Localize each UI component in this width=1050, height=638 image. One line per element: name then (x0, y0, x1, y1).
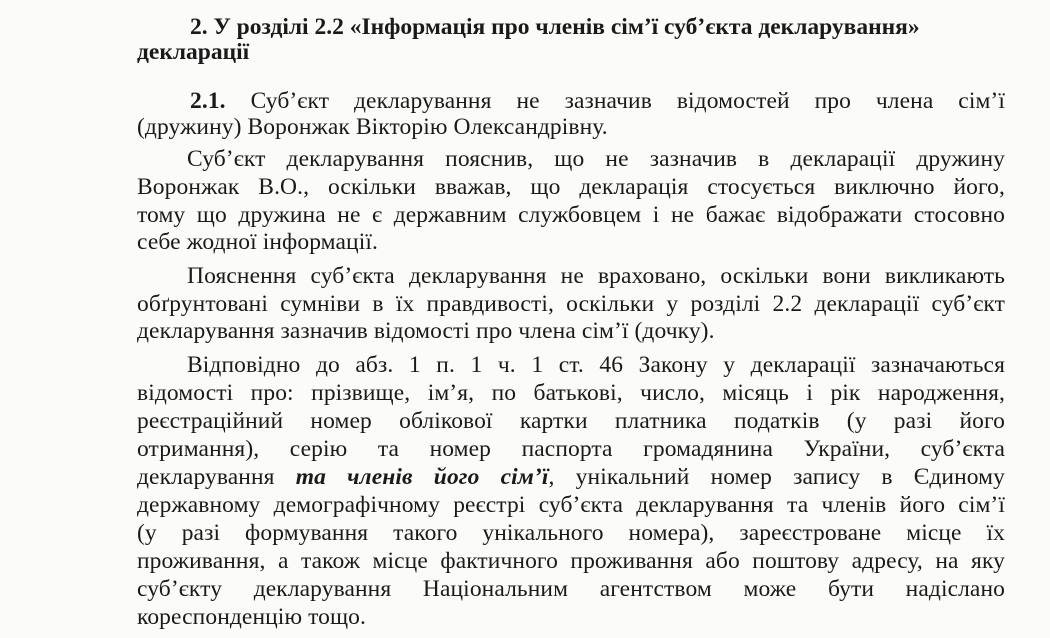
paragraph-explanation-line-3: тому що дружина не є державним службовцем і не бажає відображати стосовно (137, 202, 1005, 228)
paragraph-law-line-4: отримання), серію та номер паспорта громадянина України, суб’єкта (137, 436, 1005, 462)
paragraph-2-1-line-2: (дружину) Воронжак Вікторію Олександрівну. (137, 114, 608, 140)
paragraph-law-line-1: Відповідно до абз. 1 п. 1 ч. 1 ст. 46 Закону у декларації зазначаються (187, 352, 1005, 378)
paragraph-law-line-7: (у разі формування такого унікального номера), зареєстроване місце їх (137, 520, 1005, 546)
paragraph-law-line-5 (137, 463, 1005, 491)
section-heading-line-1: 2. У розділі 2.2 «Інформація про членів сім’ї суб’єкта декларування» (190, 14, 920, 40)
paragraph-law-line-10: кореспонденцію тощо. (137, 604, 367, 630)
paragraph-2-1-line-1 (190, 87, 1005, 115)
paragraph-law-line-6: державному демографічному реєстрі суб’єкта декларування та членів його сім’ї (137, 492, 1005, 518)
paragraph-explanation-line-1: Суб’єкт декларування пояснив, що не зазначив в декларації дружину (187, 146, 1005, 172)
paragraph-law-line-2: відомості про: прізвище, ім’я, по батькові, число, місяць і рік народження, (137, 380, 1005, 406)
paragraph-number: 2.1. (190, 88, 226, 114)
paragraph-rejection-line-2: обґрунтовані сумніви в їх правдивості, оскільки у розділі 2.2 декларації суб’єкт (137, 291, 1005, 317)
line-5-end: , унікальний номер запису в Єдиному (548, 464, 1005, 490)
paragraph-rejection-line-1: Пояснення суб’єкта декларування не враховано, оскільки вони викликають (187, 263, 1005, 289)
paragraph-2-1-text: Суб’єкт декларування не зазначив відомостей про члена сім’ї (225, 88, 1005, 114)
paragraph-law-line-3: реєстраційний номер облікової картки платника податків (у разі його (137, 408, 1005, 434)
paragraph-explanation-line-4: себе жодної інформації. (137, 229, 378, 255)
paragraph-explanation-line-2: Воронжак В.О., оскільки вважав, що декларація стосується виключно його, (137, 174, 1005, 200)
emphasis-family-members: та членів його сім’ї (295, 464, 549, 490)
section-heading-line-2: декларації (137, 39, 250, 65)
paragraph-rejection-line-3: декларування зазначив відомості про члена сім’ї (дочку). (137, 318, 715, 344)
paragraph-law-line-9: суб’єкту декларування Національним агентством може бути надіслано (137, 576, 1005, 602)
line-5-start: декларування (137, 464, 296, 490)
paragraph-law-line-8: проживання, а також місце фактичного проживання або поштову адресу, на яку (137, 548, 1005, 574)
